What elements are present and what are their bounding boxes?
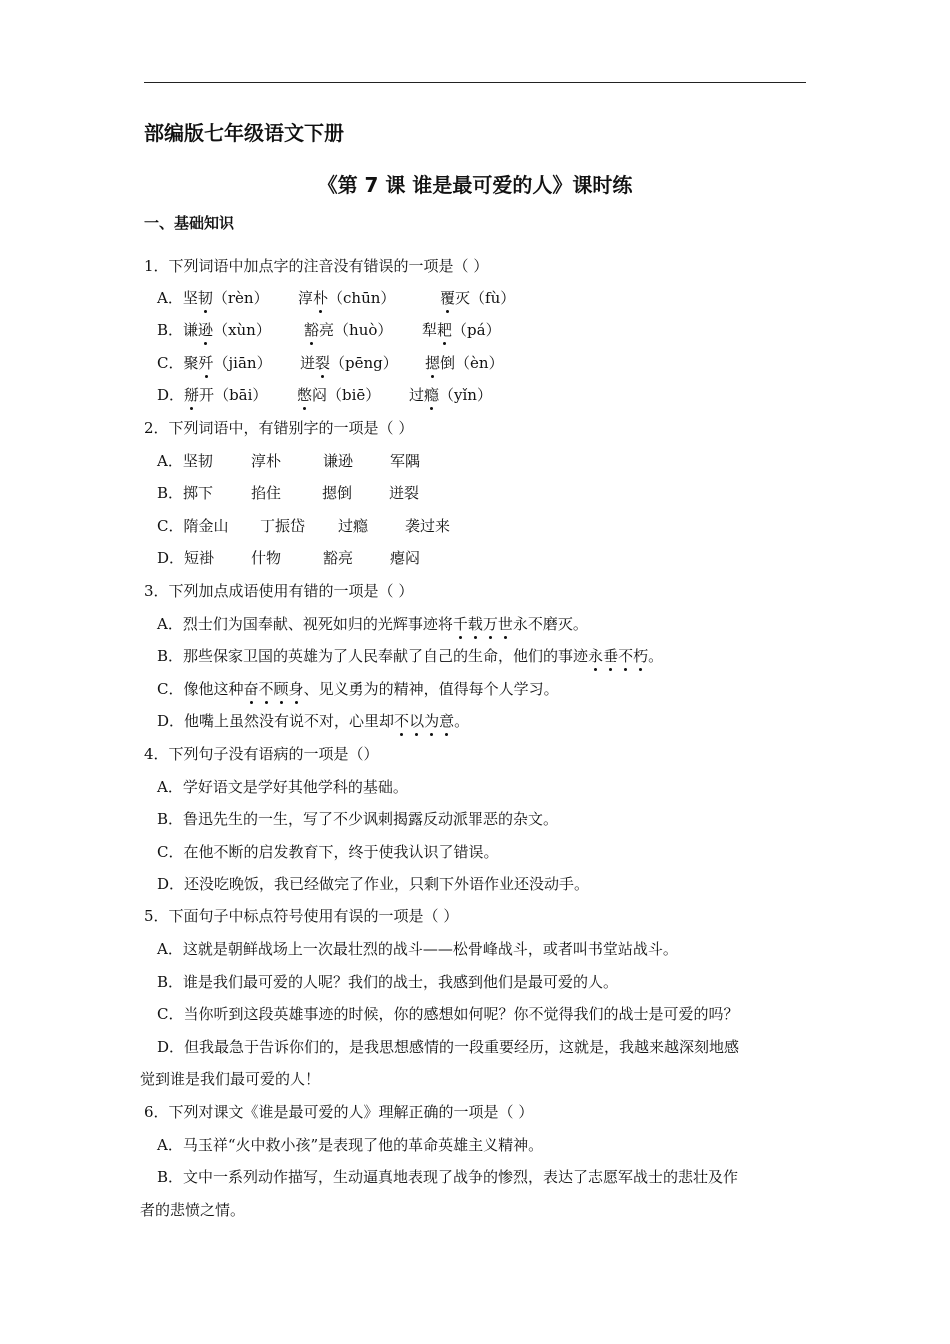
question-6-stem: 6．下列对课文《谁是最可爱的人》理解正确的一项是（ ） — [144, 1103, 534, 1121]
dotted-char: 耙 — [437, 321, 453, 339]
dotted-char: 永 — [588, 647, 604, 665]
section-heading: 一、基础知识 — [144, 214, 235, 232]
question-5-option-b: B．谁是我们最可爱的人呢？我们的战士，我感到他们是最可爱的人。 — [157, 973, 619, 991]
dotted-char: 万 — [482, 615, 498, 633]
question-2-option-a: A．坚韧 淳朴 谦逊 军隅 — [157, 452, 421, 470]
dotted-char: 覆 — [440, 289, 456, 307]
question-6-option-b-continued: 者的悲愤之情。 — [140, 1201, 246, 1219]
question-2-stem: 2．下列词语中，有错别字的一项是（ ） — [144, 419, 414, 437]
question-4-option-c: C．在他不断的启发教育下，终于使我认识了错误。 — [157, 843, 499, 861]
dotted-char: 憋 — [297, 386, 313, 404]
question-4-option-a: A．学好语文是学好其他学科的基础。 — [157, 778, 408, 796]
dotted-char: 不 — [394, 712, 410, 730]
dotted-char: 掰 — [184, 386, 200, 404]
dotted-char: 韧 — [197, 289, 213, 307]
question-1-stem: 1．下列词语中加点字的注音没有错误的一项是（ ） — [144, 257, 489, 275]
header-title: 部编版七年级语文下册 — [144, 121, 344, 145]
dotted-char: 顾 — [273, 680, 289, 698]
question-3-option-c: C．像他这种奋不顾身、见义勇为的精神，值得每个人学习。 — [157, 680, 559, 698]
question-3-option-d: D．他嘴上虽然没有说不对，心里却不以为意。 — [157, 712, 470, 730]
question-1-option-c: C．聚歼（jiān） 迸裂（pēng） 摁倒（èn） — [157, 354, 504, 372]
question-4-option-d: D．还没吃晚饭，我已经做完了作业，只剩下外语作业还没动手。 — [157, 875, 590, 893]
question-5-option-d: D．但我最急于告诉你们的，是我思想感情的一段重要经历，这就是，我越来越深刻地感 — [157, 1038, 740, 1056]
question-4-option-b: B．鲁迅先生的一生，写了不少讽刺揭露反动派罪恶的杂文。 — [157, 810, 559, 828]
dotted-idiom — [453, 615, 513, 633]
question-4-stem: 4．下列句子没有语病的一项是（） — [144, 745, 379, 763]
dotted-char: 摁 — [425, 354, 441, 372]
dotted-char: 裂 — [315, 354, 331, 372]
question-5-stem: 5．下面句子中标点符号使用有误的一项是（ ） — [144, 907, 459, 925]
dotted-char: 意 — [439, 712, 455, 730]
question-3-stem: 3．下列加点成语使用有错的一项是（ ） — [144, 582, 414, 600]
dotted-char: 垂 — [603, 647, 619, 665]
dotted-char: 世 — [497, 615, 513, 633]
question-1-option-d: D．掰开（bāi） 憋闷（biē） 过瘾（yǐn） — [157, 386, 492, 404]
dotted-char: 载 — [467, 615, 483, 633]
dotted-char: 不 — [618, 647, 634, 665]
dotted-char: 歼 — [198, 354, 214, 372]
question-5-option-d-continued: 觉到谁是我们最可爱的人！ — [140, 1070, 321, 1088]
document-title: 《第 7 课 谁是最可爱的人》课时练 — [317, 173, 633, 197]
dotted-char: 不 — [258, 680, 274, 698]
question-6-option-b: B．文中一系列动作描写，生动逼真地表现了战争的惨烈，表达了志愿军战士的悲壮及作 — [157, 1168, 739, 1186]
dotted-idiom — [394, 712, 454, 730]
question-3-option-a: A．烈士们为国奉献、视死如归的光辉事迹将千载万世永不磨灭。 — [157, 615, 588, 633]
dotted-char: 朴 — [313, 289, 329, 307]
dotted-char: 以 — [409, 712, 425, 730]
dotted-char: 逊 — [198, 321, 214, 339]
dotted-idiom — [244, 680, 304, 698]
dotted-char: 瘾 — [424, 386, 440, 404]
dotted-char: 朽 — [633, 647, 649, 665]
dotted-idiom — [588, 647, 648, 665]
question-1-option-a: A．坚韧（rèn） 淳朴（chūn） 覆灭（fù） — [157, 289, 516, 307]
dotted-char: 身 — [288, 680, 304, 698]
dotted-char: 豁 — [304, 321, 320, 339]
question-3-option-b: B．那些保家卫国的英雄为了人民奉献了自己的生命，他们的事迹永垂不朽。 — [157, 647, 664, 665]
question-6-option-a: A．马玉祥“火中救小孩”是表现了他的革命英雄主义精神。 — [157, 1136, 544, 1154]
dotted-char: 千 — [452, 615, 468, 633]
question-2-option-c: C．隋金山 丁振岱 过瘾 袭过来 — [157, 517, 451, 535]
question-2-option-d: D．短褂 什物 豁亮 瘪闷 — [157, 549, 421, 567]
dotted-char: 为 — [424, 712, 440, 730]
question-5-option-a: A．这就是朝鲜战场上一次最壮烈的战斗——松骨峰战斗，或者叫书堂站战斗。 — [157, 940, 678, 958]
question-1-option-b: B．谦逊（xùn） 豁亮（huò） 犁耙（pá） — [157, 321, 501, 339]
dotted-char: 奋 — [243, 680, 259, 698]
question-2-option-b: B．掷下 掐住 摁倒 迸裂 — [157, 484, 420, 502]
question-5-option-c: C．当你听到这段英雄事迹的时候，你的感想如何呢？你不觉得我们的战士是可爱的吗？ — [157, 1005, 739, 1023]
header-rule — [144, 82, 806, 83]
